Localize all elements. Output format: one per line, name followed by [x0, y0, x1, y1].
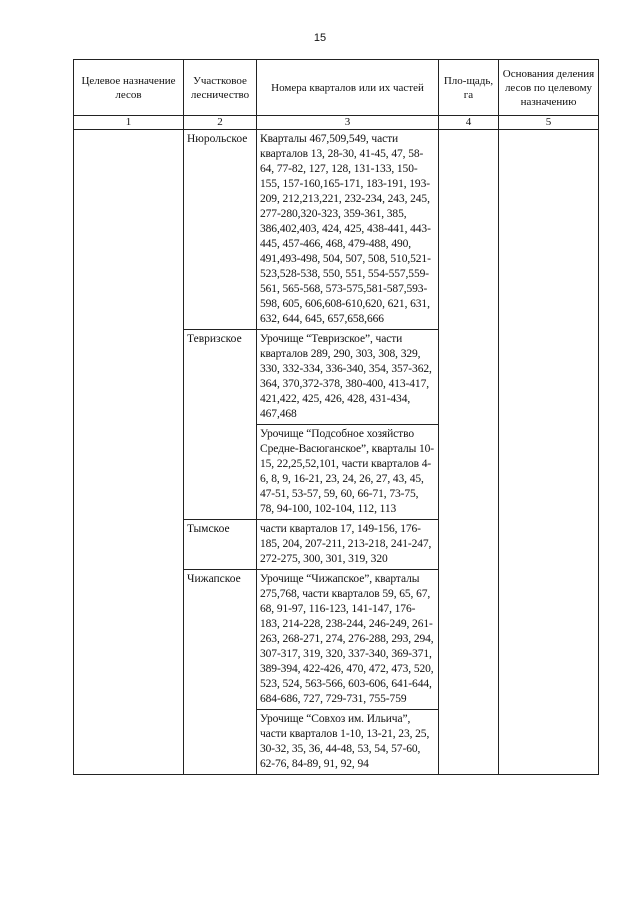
- header-quarters: Номера кварталов или их частей: [257, 60, 439, 116]
- forestry-cell: Чижапское: [184, 570, 257, 775]
- basis-cell: [499, 130, 599, 775]
- quarters-cell: Урочище “Подсобное хозяйство Средне-Васюганское”, кварталы 10-15, 22,25,52,101, части кварталов 4-6, 8, 9, 16-21, 23, 24, 26, 27, 43, 45, 47-51, 53-57, 59, 60, 66-71, 73-75, 78, 94-100, 102-104, 112, 113: [257, 425, 439, 520]
- column-number: 2: [184, 116, 257, 130]
- header-basis: Основания деления лесов по целевому назначению: [499, 60, 599, 116]
- table-header-row: [74, 60, 599, 116]
- quarters-cell: Урочище “Чижапское”, кварталы 275,768, части кварталов 59, 65, 67, 68, 91-97, 116-123, 141-147, 176-183, 214-228, 238-244, 246-249, 261-263, 268-271, 274, 276-288, 293, 294, 307-317, 319, 320, 337-340, 369-371, 389-394, 422-426, 470, 472, 473, 520, 523, 524, 563-566, 603-606, 641-644, 684-686, 727, 729-731, 755-759: [257, 570, 439, 710]
- column-number-row: [74, 116, 599, 130]
- column-number: 3: [257, 116, 439, 130]
- quarters-cell: Урочище “Совхоз им. Ильича”, части кварталов 1-10, 13-21, 23, 25, 30-32, 35, 36, 44-48, 53, 54, 57-60, 62-76, 84-89, 91, 92, 94: [257, 710, 439, 775]
- forest-designation-table: [73, 59, 599, 775]
- quarters-cell: Кварталы 467,509,549, части кварталов 13, 28-30, 41-45, 47, 58-64, 77-82, 127, 128, 131-133, 150-155, 157-160,165-171, 183-191, 193-209, 212,213,221, 232-234, 243, 245, 277-280,320-323, 359-361, 385, 386,402,403, 424, 425, 438-441, 443-445, 457-466, 468, 479-488, 490, 491,493-498, 504, 507, 508, 510,521-523,528-538, 550, 551, 554-557,559-561, 565-568, 573-575,581-587,593-598, 605, 606,608-610,620, 621, 631, 632, 644, 645, 657,658,666: [257, 130, 439, 330]
- area-cell: [439, 130, 499, 775]
- column-number: 1: [74, 116, 184, 130]
- forestry-cell: Тевризское: [184, 330, 257, 520]
- purpose-cell: [74, 130, 184, 775]
- quarters-cell: Урочище “Тевризское”, части кварталов 289, 290, 303, 308, 329, 330, 332-334, 336-340, 354, 357-362, 364, 370,372-378, 380-400, 413-417, 421,422, 425, 426, 428, 431-434, 467,468: [257, 330, 439, 425]
- column-number: 4: [439, 116, 499, 130]
- header-purpose: Целевое назначение лесов: [74, 60, 184, 116]
- forestry-cell: Нюрольское: [184, 130, 257, 330]
- column-number: 5: [499, 116, 599, 130]
- header-forestry: Участковое лесничество: [184, 60, 257, 116]
- page-number: 15: [313, 32, 327, 44]
- header-area: Пло-щадь, га: [439, 60, 499, 116]
- table-row: [74, 130, 599, 330]
- quarters-cell: части кварталов 17, 149-156, 176-185, 204, 207-211, 213-218, 241-247, 272-275, 300, 301, 319, 320: [257, 520, 439, 570]
- forestry-cell: Тымское: [184, 520, 257, 570]
